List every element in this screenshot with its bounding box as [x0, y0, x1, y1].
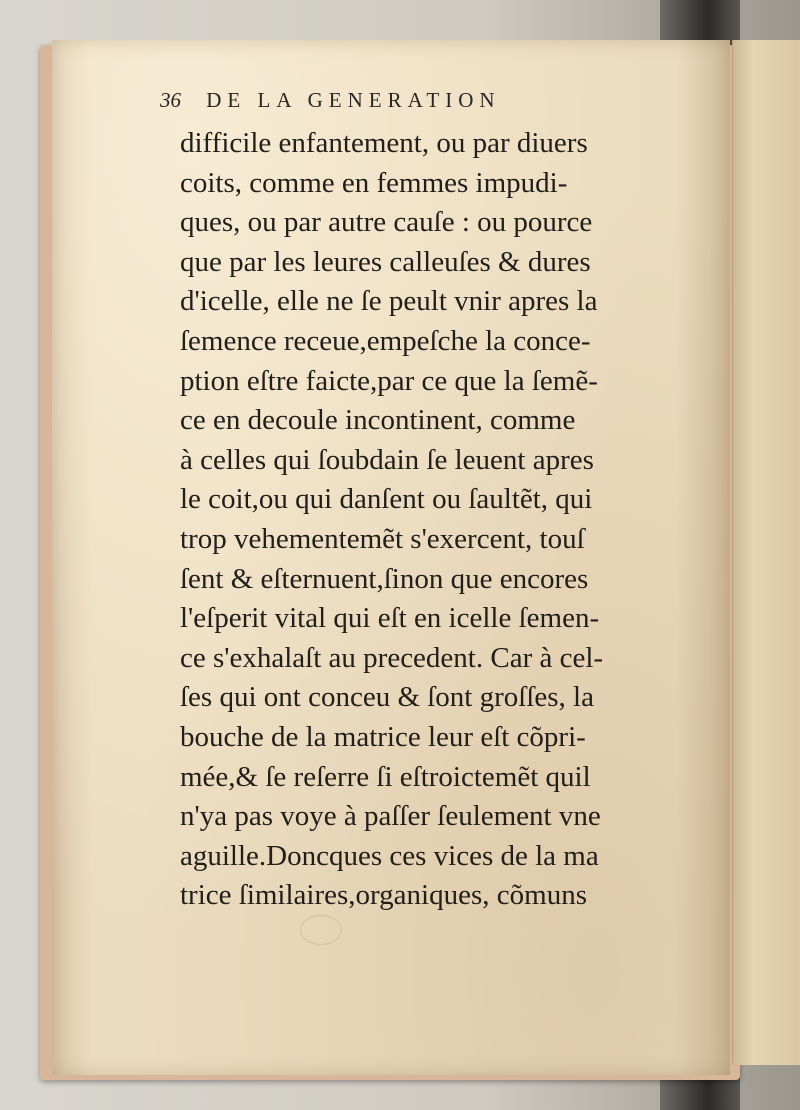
text-line: aguille.Doncques ces vices de la ma [180, 839, 599, 872]
page-number: 36 [160, 88, 181, 112]
text-line: ce s'exhalaſt au precedent. Car à cel- [180, 641, 604, 674]
text-line: le coit,ou qui danſent ou ſaultẽt, qui [180, 483, 593, 516]
text-line: ce en decoule incontinent, comme [180, 404, 576, 437]
text-line: n'ya pas voye à paſſer ſeulement vne [180, 800, 601, 833]
facing-page-edge [732, 40, 800, 1065]
text-line: à celles qui ſoubdain ſe leuent apres [180, 443, 594, 476]
running-head-title: DE LA GENERATION [206, 88, 501, 112]
text-line: l'eſperit vital qui eſt en icelle ſemen- [180, 602, 600, 635]
paper-stain [300, 915, 342, 945]
text-line: d'icelle, elle ne ſe peult vnir apres la [180, 285, 598, 318]
text-line: mée,& ſe reſerre ſi eſtroictemẽt quil [180, 760, 591, 793]
text-line: coits, comme en femmes impudi- [180, 166, 568, 199]
text-line: que par les leures calleuſes & dures [180, 245, 591, 278]
text-line: ſent & eſternuent,ſinon que encores [180, 562, 589, 595]
text-line: difficile enfantement, ou par diuers [180, 127, 588, 159]
running-head [160, 88, 620, 118]
text-line: ſemence receue,empeſche la conce- [180, 324, 591, 357]
text-line: trop vehementemẽt s'exercent, touſ [180, 522, 585, 555]
text-line: ques, ou par autre cauſe : ou pource [180, 206, 593, 239]
text-line: bouche de la matrice leur eſt cõpri- [180, 720, 586, 753]
text-line: ſes qui ont conceu & ſont groſſes, la [180, 681, 594, 714]
text-line: trice ſimilaires,organiques, cõmuns [180, 879, 587, 912]
text-line: ption eſtre faicte,par ce que la ſemẽ- [180, 364, 598, 397]
body-text [180, 124, 670, 916]
